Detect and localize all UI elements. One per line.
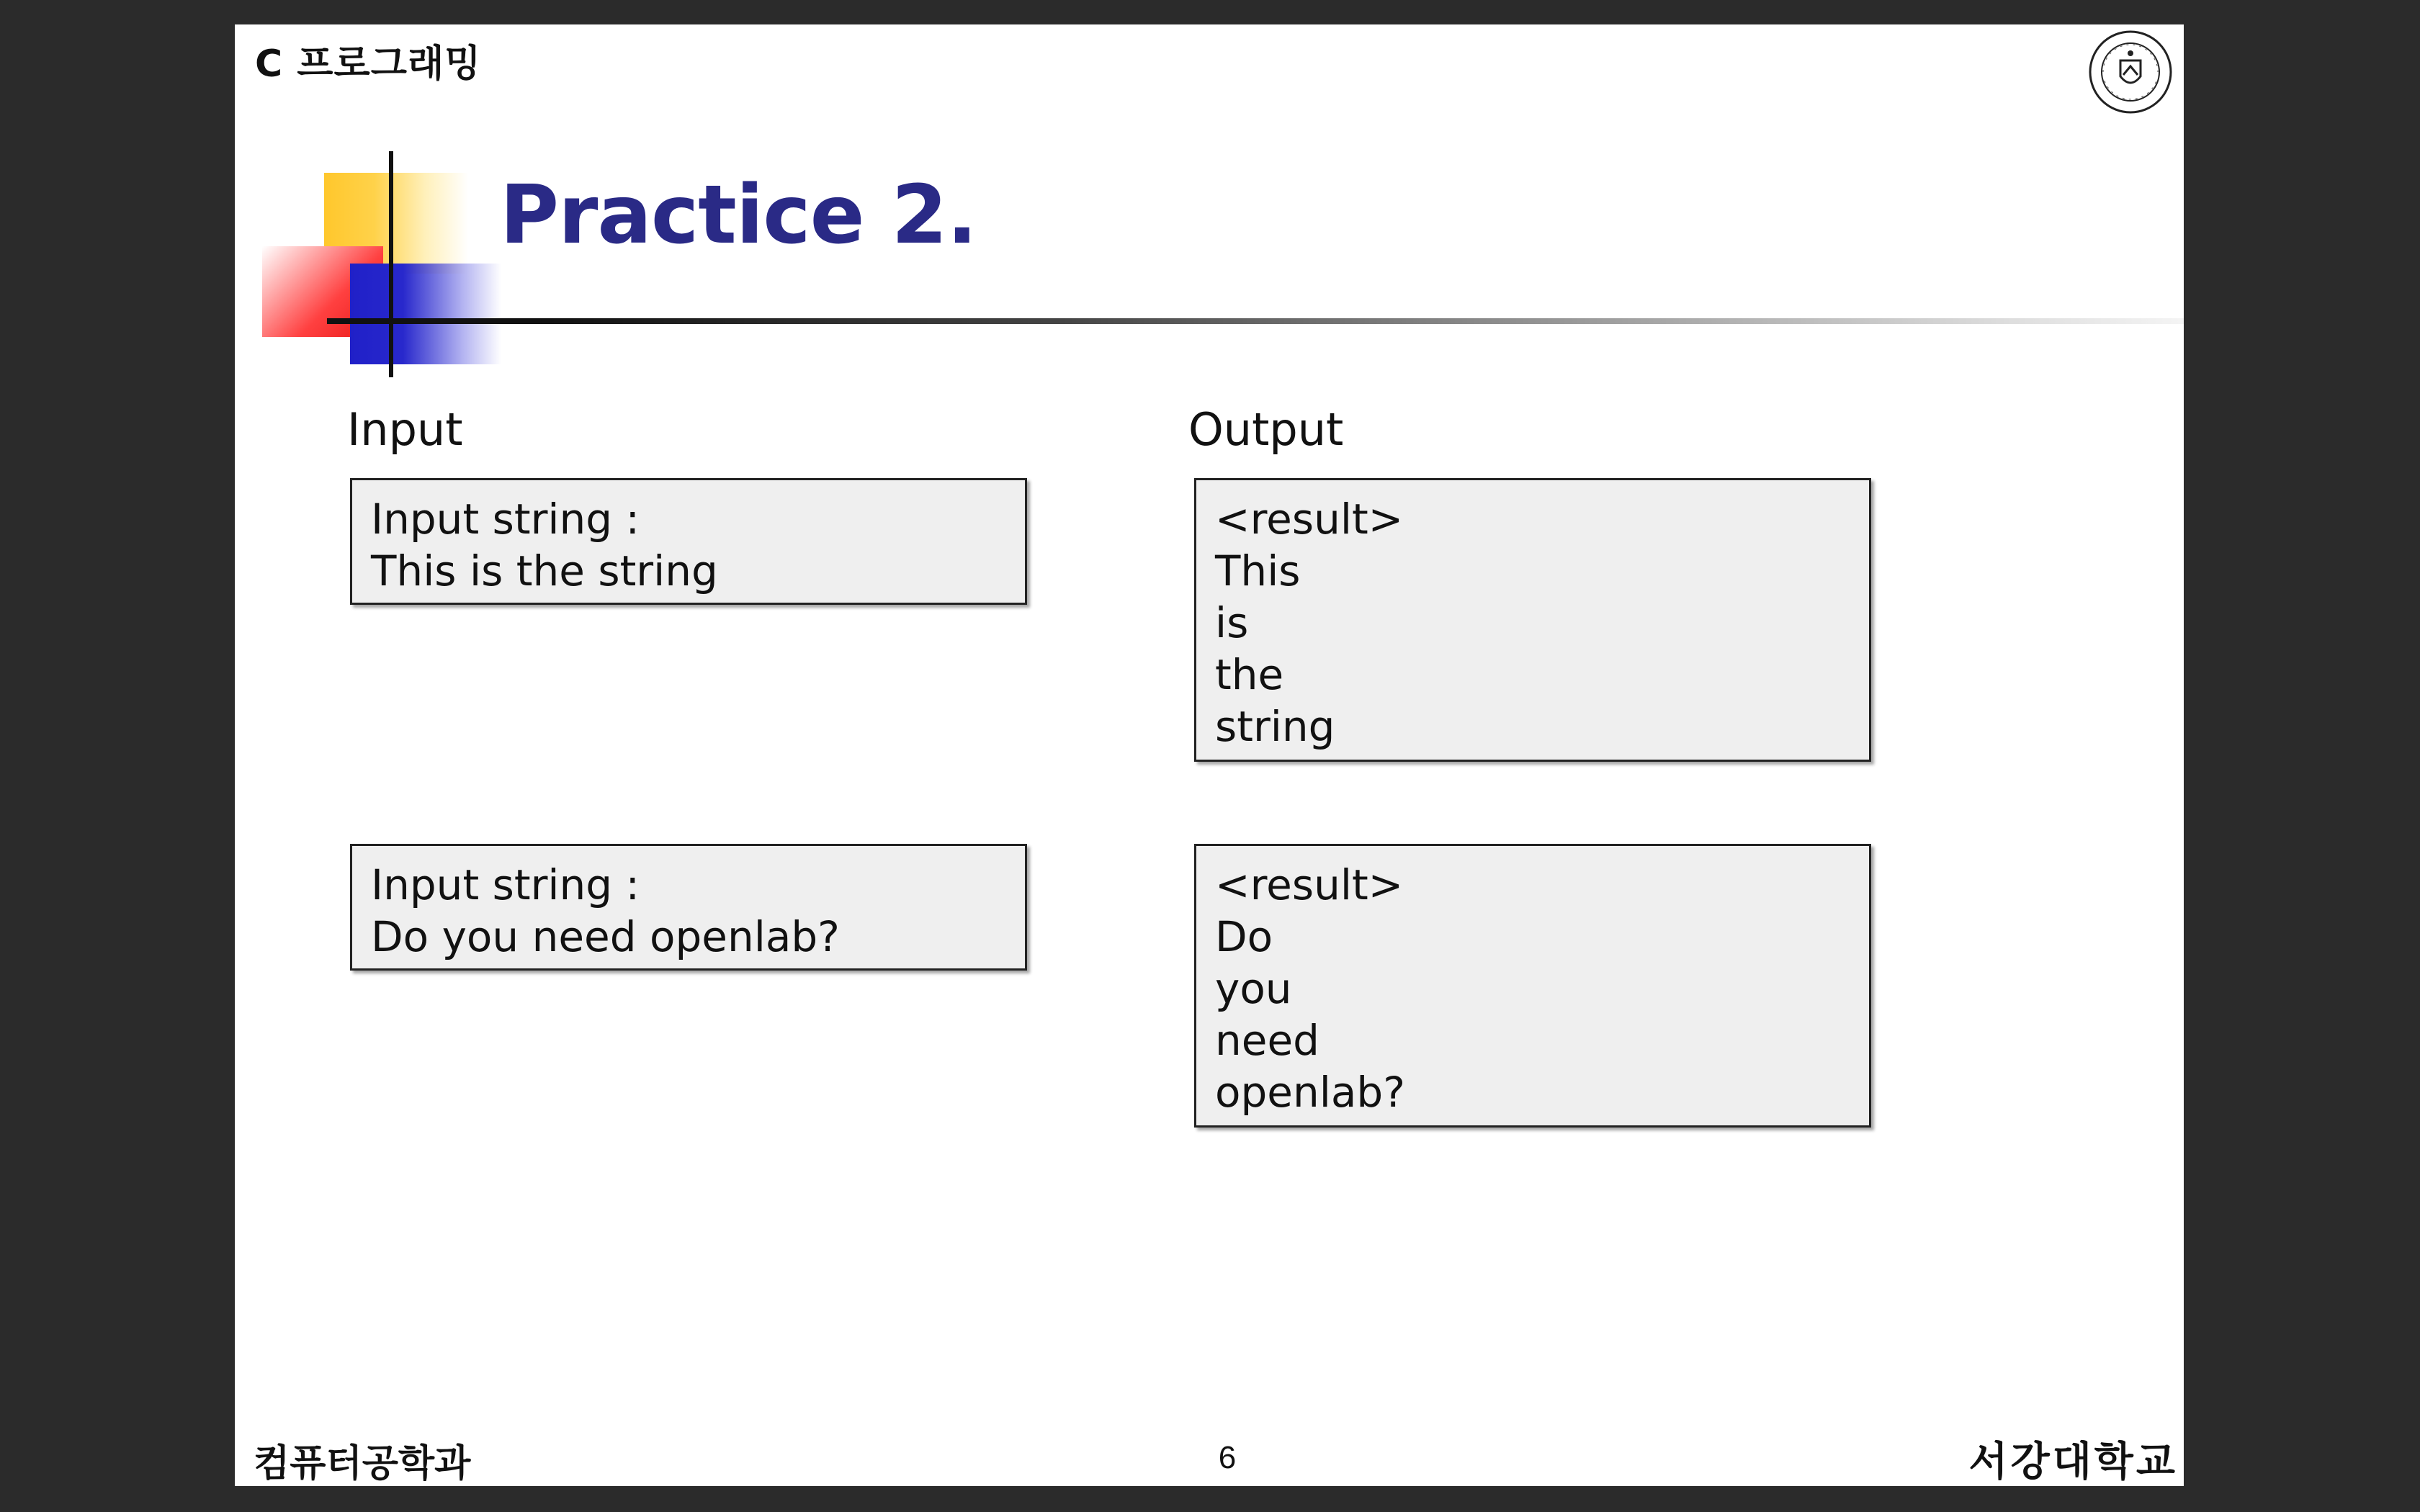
example-2-output-line: need [1215, 1016, 1319, 1065]
example-1-input-line: This is the string [371, 546, 718, 595]
slide-title: Practice 2. [500, 168, 977, 262]
example-1-input-box [350, 478, 1027, 605]
example-2-output-line: openlab? [1215, 1068, 1406, 1117]
example-1-output-line: This [1215, 546, 1301, 595]
example-2-output-line: Do [1215, 912, 1273, 961]
title-decoration [262, 125, 521, 384]
example-1-output-line: <result> [1215, 495, 1404, 544]
university-seal-icon [2087, 29, 2174, 115]
course-title: C 프로그래밍 [255, 42, 482, 86]
example-2-input-line: Do you need openlab? [371, 912, 840, 961]
example-1-output-line: is [1215, 598, 1249, 647]
example-2-output-box [1194, 844, 1871, 1128]
input-column-label: Input [347, 403, 463, 456]
slide-page [235, 24, 2184, 1486]
decor-vertical-line [389, 151, 393, 377]
page-number: 6 [1218, 1440, 1237, 1475]
output-column-label: Output [1188, 403, 1344, 456]
example-1-input-line: Input string : [371, 495, 640, 544]
example-2-input-line: Input string : [371, 860, 640, 909]
footer-university-logo: 서강대학교 [1968, 1438, 2178, 1485]
footer-department: 컴퓨터공학과 [254, 1442, 471, 1485]
example-1-output-line: string [1215, 702, 1335, 751]
example-1-output-box [1194, 478, 1871, 762]
example-2-output-line: you [1215, 964, 1292, 1013]
example-1-output-line: the [1215, 650, 1284, 699]
decor-blue-square [350, 264, 501, 364]
example-2-input-box [350, 844, 1027, 971]
example-2-output-line: <result> [1215, 860, 1404, 909]
title-underline [537, 318, 2184, 324]
decor-horizontal-line-start [327, 318, 543, 324]
